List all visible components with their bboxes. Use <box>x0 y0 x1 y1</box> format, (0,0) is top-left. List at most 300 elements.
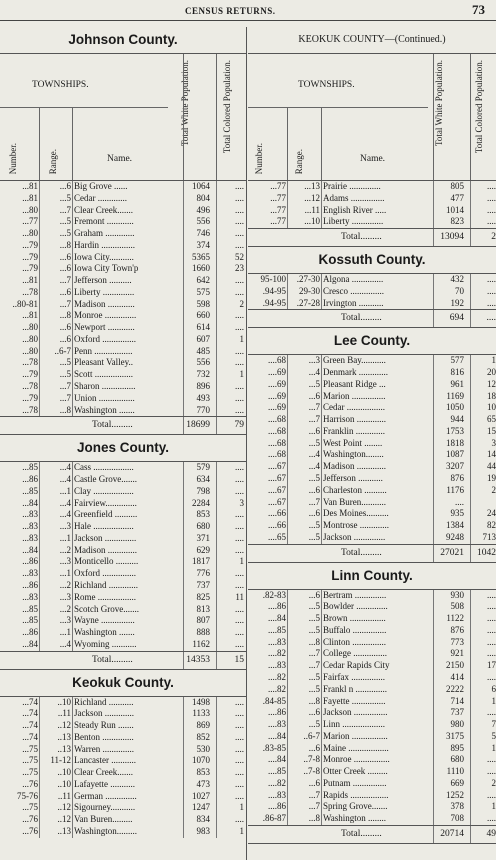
township-name: Linn ................... <box>323 719 385 730</box>
table-row <box>0 322 246 334</box>
county-title: Jones County. <box>0 435 246 462</box>
number-header: Number. <box>254 142 264 174</box>
table-row <box>0 205 246 217</box>
township-range: ..6-7 <box>54 345 71 356</box>
colored-population: 713 <box>482 531 496 542</box>
township-range: ...4 <box>59 474 71 485</box>
white-population: 1660 <box>192 263 210 274</box>
colored-population: .... <box>487 192 496 203</box>
township-range: ...6 <box>59 251 71 262</box>
total-label: Total......... <box>341 828 382 839</box>
township-name: Scott ................. <box>74 369 134 380</box>
township-name: Jackson ............. <box>74 708 134 719</box>
township-range: ..11 <box>57 708 71 719</box>
white-population: 1122 <box>446 613 464 624</box>
header-divider <box>321 107 322 180</box>
township-name: Montrose ............. <box>323 520 389 531</box>
colored-population: 24 <box>487 508 496 519</box>
white-population: 493 <box>196 392 210 403</box>
white-population: 1014 <box>446 204 464 215</box>
township-number: .83-85 <box>262 742 286 753</box>
township-number: ...84 <box>22 544 38 555</box>
white-population: 3207 <box>446 461 464 472</box>
table-row <box>0 708 246 720</box>
township-number: ....68 <box>268 414 286 425</box>
colored-population: .... <box>235 192 244 203</box>
township-name: Maine .................. <box>323 742 389 753</box>
township-name: Sigourney........... <box>74 802 136 813</box>
table-row <box>0 580 246 592</box>
table-row <box>0 545 246 557</box>
colored-population: .... <box>235 708 244 719</box>
header-divider <box>287 107 288 180</box>
colored-population: 14 <box>487 449 496 460</box>
township-range: ...6 <box>59 322 71 333</box>
township-number: ...84 <box>22 497 38 508</box>
township-number: ....82 <box>268 683 286 694</box>
header-rule <box>248 107 428 108</box>
white-population: 807 <box>196 615 210 626</box>
township-range: ...5 <box>59 192 71 203</box>
county-section <box>0 27 246 435</box>
table-row <box>248 684 496 696</box>
township-number: ....65 <box>268 531 286 542</box>
township-number: ....66 <box>268 508 286 519</box>
township-range: ..7-8 <box>303 754 320 765</box>
township-number: ...85 <box>22 462 38 473</box>
white-population: 9248 <box>446 531 464 542</box>
header-rule <box>0 107 168 108</box>
column-divider <box>183 697 184 838</box>
township-range: ...13 <box>304 181 320 191</box>
township-number: ...86 <box>22 627 38 638</box>
total-label: Total......... <box>341 547 382 558</box>
total-row <box>0 651 246 670</box>
township-range: ...8 <box>308 695 320 706</box>
colored-population: .... <box>235 310 244 321</box>
township-number: ....67 <box>268 473 286 484</box>
township-number: ....66 <box>268 520 286 531</box>
white-population: 669 <box>450 777 464 788</box>
table-row <box>0 228 246 240</box>
township-range: ...7 <box>308 414 320 425</box>
township-range: ...5 <box>308 531 320 542</box>
table-row <box>248 590 496 602</box>
colored-population: .... <box>487 636 496 647</box>
township-range: ..12 <box>57 802 71 813</box>
township-name: Buffalo ............... <box>323 624 387 635</box>
township-name: Fairfax ............... <box>323 671 385 682</box>
township-name: Fairview.............. <box>74 497 137 508</box>
white-population: 1818 <box>446 437 464 448</box>
colored-population: .... <box>235 731 244 742</box>
township-name: Lafayette ........... <box>74 778 135 789</box>
white-population: 876 <box>450 473 464 484</box>
colored-population: 3 <box>491 437 496 448</box>
township-range: ...6 <box>308 390 320 401</box>
white-population: 1087 <box>446 449 464 460</box>
column-divider <box>183 417 184 434</box>
township-name: Cedar Rapids City <box>323 660 390 671</box>
colored-population: .... <box>487 204 496 215</box>
white-population: 2222 <box>446 683 464 694</box>
header-divider <box>433 54 434 180</box>
township-name: Wayne ............... <box>74 615 135 626</box>
township-name: Jefferson ........... <box>323 473 383 484</box>
township-name: Spring Grove....... <box>323 801 388 812</box>
column-divider <box>470 229 471 246</box>
township-number: ....86 <box>268 601 286 612</box>
white-population: 614 <box>196 322 210 333</box>
township-range: ..6-7 <box>303 730 320 741</box>
white-population: 1498 <box>192 696 210 707</box>
township-number: ...79 <box>22 263 38 274</box>
township-number: ...77 <box>270 192 286 203</box>
township-range: ...5 <box>308 719 320 730</box>
township-name: Algona .............. <box>323 274 384 285</box>
table-row <box>0 181 246 193</box>
colored-population: .... <box>235 544 244 555</box>
total-label: Total......... <box>341 313 382 324</box>
table-row <box>248 731 496 743</box>
table-row <box>248 193 496 205</box>
township-number: ....84 <box>268 613 286 624</box>
rows-block <box>248 590 496 825</box>
township-number: ...81 <box>22 181 38 191</box>
left-column <box>0 27 247 860</box>
township-range: ...7 <box>59 204 71 215</box>
white-population: .... <box>455 496 464 507</box>
township-range: ...6 <box>59 333 71 344</box>
white-population: 776 <box>196 568 210 579</box>
rows-block <box>0 462 246 650</box>
township-range: ...6 <box>308 707 320 718</box>
township-range: ..10 <box>57 696 71 707</box>
column-divider <box>72 462 73 650</box>
table-row <box>248 298 496 310</box>
colored-population: .... <box>235 181 244 191</box>
colored-population: .... <box>235 381 244 392</box>
township-number: ...81 <box>22 192 38 203</box>
township-number: ...78 <box>22 286 38 297</box>
colored-population: 1 <box>239 825 244 836</box>
white-population: 737 <box>196 579 210 590</box>
township-range: ...8 <box>308 813 320 824</box>
table-row <box>248 181 496 193</box>
table-row <box>248 801 496 813</box>
township-range: ...6 <box>59 286 71 297</box>
table-row <box>248 497 496 509</box>
colored-population: 1 <box>491 801 496 812</box>
column-divider <box>433 355 434 543</box>
white-population: 896 <box>196 381 210 392</box>
township-number: ...77 <box>22 216 38 227</box>
township-range: .27-30 <box>296 274 320 285</box>
township-number: ...76 <box>22 814 38 825</box>
colored-population: .... <box>235 345 244 356</box>
table-row <box>0 357 246 369</box>
township-range: ...1 <box>59 532 71 543</box>
colored-population: .... <box>235 568 244 579</box>
township-number: ....86 <box>268 801 286 812</box>
township-name: Rapids ................. <box>323 789 389 800</box>
table-row <box>248 532 496 544</box>
colored-population-header: Total Colored Population. <box>222 60 232 154</box>
column-divider <box>183 181 184 416</box>
township-name: Lancaster ........... <box>74 755 136 766</box>
white-population: 1133 <box>192 708 210 719</box>
white-population: 930 <box>450 589 464 600</box>
white-population: 1247 <box>192 802 210 813</box>
township-number: ....82 <box>268 671 286 682</box>
table-row <box>0 521 246 533</box>
colored-population: 6 <box>491 683 496 694</box>
township-range: ...6 <box>308 508 320 519</box>
table-row <box>248 367 496 379</box>
table-row <box>0 568 246 580</box>
township-number: ...77 <box>270 204 286 215</box>
township-range: ...7 <box>59 381 71 392</box>
township-name: Washington........ <box>323 449 384 460</box>
white-population: 680 <box>196 521 210 532</box>
township-name: Graham ............. <box>74 228 135 239</box>
white-population: 2284 <box>192 497 210 508</box>
township-name: Scotch Grove....... <box>74 603 139 614</box>
county-section <box>248 247 496 328</box>
township-range: ...6 <box>59 181 71 191</box>
total-label: Total......... <box>92 420 133 431</box>
township-number: ....82 <box>268 648 286 659</box>
township-name: Madison ............ <box>74 298 135 309</box>
column-divider <box>216 181 217 416</box>
column-divider <box>470 545 471 562</box>
township-number: ...78 <box>22 357 38 368</box>
header-divider <box>72 107 73 180</box>
township-range: ...4 <box>308 367 320 378</box>
county-title: Johnson County. <box>0 27 246 54</box>
township-range: ..10 <box>57 778 71 789</box>
column-divider <box>433 274 434 309</box>
township-range: ...5 <box>59 369 71 380</box>
township-range: ...3 <box>59 556 71 567</box>
township-name: College ............... <box>323 648 387 659</box>
right-column <box>248 27 496 860</box>
township-number: .86-87 <box>262 813 286 824</box>
county-title: Kossuth County. <box>248 247 496 274</box>
township-number: ...78 <box>22 381 38 392</box>
colored-population: .... <box>235 778 244 789</box>
total-white: 18699 <box>186 420 210 431</box>
column-divider <box>470 355 471 543</box>
column-divider <box>39 462 40 650</box>
white-population: 556 <box>196 216 210 227</box>
township-range: ...1 <box>59 485 71 496</box>
township-name: Washington......... <box>74 825 138 836</box>
township-number: ....82 <box>268 777 286 788</box>
township-range: ...5 <box>59 357 71 368</box>
table-row <box>0 346 246 358</box>
table-row <box>0 240 246 252</box>
township-range: ...8 <box>59 404 71 415</box>
township-name: German .............. <box>74 790 137 801</box>
township-number: ....67 <box>268 461 286 472</box>
table-row <box>0 814 246 826</box>
township-number: ...74 <box>22 731 38 742</box>
column-divider <box>433 310 434 327</box>
township-number: ...80 <box>22 322 38 333</box>
township-name: Cresco ............... <box>323 285 384 296</box>
white-population: 708 <box>450 813 464 824</box>
township-number: ...83 <box>22 521 38 532</box>
colored-population: .... <box>235 743 244 754</box>
colored-population: .... <box>487 671 496 682</box>
colored-population: 65 <box>487 414 496 425</box>
township-name: Richland ............. <box>74 579 138 590</box>
column-divider <box>216 697 217 838</box>
township-name: Monroe .............. <box>74 310 137 321</box>
township-range: ...4 <box>59 497 71 508</box>
township-range: ...7 <box>308 402 320 413</box>
page-number: 73 <box>472 2 485 17</box>
colored-population: 2 <box>491 484 496 495</box>
total-white: 694 <box>449 313 464 324</box>
table-row <box>248 391 496 403</box>
township-range: ..11 <box>57 790 71 801</box>
white-population: 983 <box>196 825 210 836</box>
colored-population: .... <box>235 532 244 543</box>
total-row <box>0 416 246 435</box>
township-range: ...1 <box>59 627 71 638</box>
township-number: .82-83 <box>262 589 286 600</box>
township-range: ..12 <box>57 814 71 825</box>
colored-population: .... <box>487 216 496 227</box>
township-range: ...6 <box>308 484 320 495</box>
township-range: ..10 <box>57 767 71 778</box>
table-row <box>0 263 246 275</box>
township-number: ....83 <box>268 719 286 730</box>
township-name: Washington ....... <box>74 404 135 415</box>
township-number: ....85 <box>268 624 286 635</box>
township-name: Rome ................. <box>74 591 136 602</box>
white-population: 853 <box>196 509 210 520</box>
colored-population: 20 <box>487 367 496 378</box>
township-name: Pleasant Valley.. <box>74 357 133 368</box>
table-row <box>248 707 496 719</box>
rows-block <box>0 181 246 416</box>
colored-population: 44 <box>487 461 496 472</box>
rows-block <box>248 181 496 228</box>
white-population: 374 <box>196 239 210 250</box>
table-row <box>248 754 496 766</box>
township-number: ...81 <box>22 310 38 321</box>
table-row <box>0 486 246 498</box>
column-divider <box>470 274 471 309</box>
township-number: ...80 <box>22 204 38 215</box>
white-population: 530 <box>196 743 210 754</box>
township-number: .94-95 <box>262 297 286 308</box>
white-population: 804 <box>196 192 210 203</box>
table-row <box>0 720 246 732</box>
white-population: 888 <box>196 627 210 638</box>
table-row <box>248 696 496 708</box>
township-name: Madison ............. <box>74 544 137 555</box>
table-row <box>248 625 496 637</box>
colored-population: .... <box>235 627 244 638</box>
township-number: 95-100 <box>260 274 286 285</box>
white-population: 869 <box>196 720 210 731</box>
colored-population: 52 <box>235 251 244 262</box>
township-name: Charleston .......... <box>323 484 387 495</box>
township-range: ...7 <box>308 660 320 671</box>
column-divider <box>216 417 217 434</box>
colored-population: 10 <box>487 402 496 413</box>
township-name: Jackson ............... <box>323 707 388 718</box>
header-divider <box>470 54 471 180</box>
colored-population: .... <box>235 521 244 532</box>
township-name: Des Moines.......... <box>323 508 389 519</box>
township-range: ...3 <box>308 355 320 366</box>
township-range: 29-30 <box>299 285 320 296</box>
white-population: 1050 <box>446 402 464 413</box>
table-row <box>0 697 246 709</box>
white-population: 1070 <box>192 755 210 766</box>
table-row <box>0 779 246 791</box>
colored-population: .... <box>487 766 496 777</box>
township-number: ...79 <box>22 392 38 403</box>
total-row <box>248 825 496 844</box>
township-range: ...2 <box>59 579 71 590</box>
white-population: 371 <box>196 532 210 543</box>
township-range: ...6 <box>308 777 320 788</box>
white-population: 876 <box>450 624 464 635</box>
township-number: ...77 <box>270 181 286 191</box>
township-name: Putnam ............... <box>323 777 387 788</box>
township-range: ...3 <box>59 521 71 532</box>
township-range: ...8 <box>59 310 71 321</box>
township-name: Madison ............. <box>323 461 386 472</box>
colored-population: .... <box>235 509 244 520</box>
colored-population: .... <box>235 275 244 286</box>
white-population: 680 <box>450 754 464 765</box>
township-name: Cedar ................. <box>323 402 385 413</box>
white-population: 895 <box>450 742 464 753</box>
colored-population: .... <box>235 790 244 801</box>
column-divider <box>72 181 73 416</box>
table-row <box>248 402 496 414</box>
county-section <box>0 435 246 669</box>
white-population: 852 <box>196 731 210 742</box>
table-row <box>0 627 246 639</box>
colored-population: .... <box>235 286 244 297</box>
township-number: ...85 <box>22 615 38 626</box>
township-number: ....69 <box>268 378 286 389</box>
table-row <box>0 216 246 228</box>
white-population: 378 <box>450 801 464 812</box>
colored-population: .... <box>235 392 244 403</box>
township-name: Van Buren......... <box>74 814 133 825</box>
table-row <box>0 462 246 474</box>
colored-population: 1 <box>239 556 244 567</box>
table-row <box>248 766 496 778</box>
township-number: .84-85 <box>262 695 286 706</box>
table-header <box>248 54 496 181</box>
township-range: ...7 <box>59 298 71 309</box>
township-name: Green Bay........... <box>323 355 386 366</box>
township-name: Fremont ............ <box>74 216 134 227</box>
township-range: ...6 <box>308 742 320 753</box>
county-section <box>248 328 496 562</box>
colored-population: .... <box>235 767 244 778</box>
